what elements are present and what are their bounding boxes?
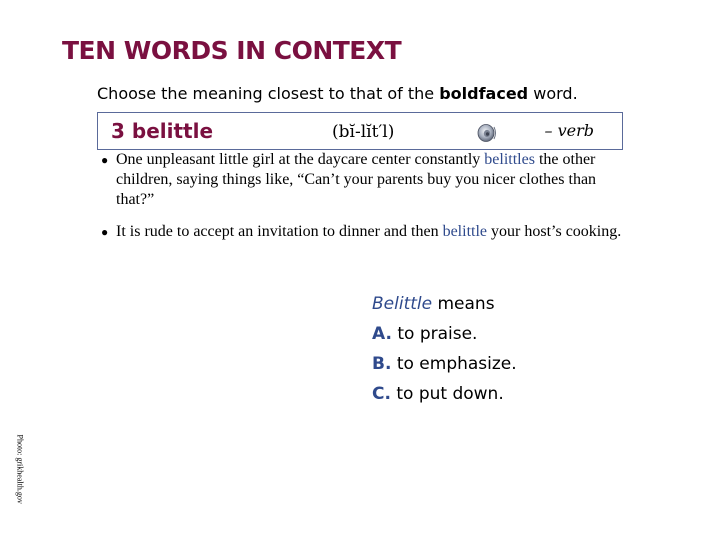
- photo-credit: Photo: grikhealth.gov: [15, 434, 25, 504]
- answer-option-b[interactable]: [372, 349, 517, 379]
- word-heading: [111, 119, 213, 143]
- example-before: One unpleasant little girl at the daycare center constantly: [116, 151, 481, 168]
- option-letter: A.: [372, 324, 392, 344]
- pronunciation: (bĭ-lĭt′l): [332, 122, 395, 142]
- instruction-bold: boldfaced: [439, 84, 529, 103]
- option-text: to put down.: [396, 384, 504, 404]
- instruction-before: Choose the meaning closest to that of the: [97, 84, 435, 103]
- word-number: 3: [111, 119, 125, 143]
- quiz-prompt: [372, 289, 517, 319]
- example-list: [100, 150, 630, 254]
- example-highlight: belittle: [442, 223, 488, 240]
- example-before: It is rude to accept an invitation to dinner and then: [116, 223, 439, 240]
- bullet-icon: ●: [101, 153, 109, 167]
- answer-option-a[interactable]: [372, 319, 517, 349]
- page-title: TEN WORDS IN CONTEXT: [62, 36, 402, 65]
- example-highlight: belittles: [484, 151, 535, 168]
- option-text: to praise.: [397, 324, 478, 344]
- list-item: [100, 222, 630, 242]
- option-letter: C.: [372, 384, 391, 404]
- quiz-block: [372, 289, 517, 409]
- answer-option-c[interactable]: [372, 379, 517, 409]
- example-after: the other children, saying things like, “Can’t your parents buy you nicer clothes than that?”: [116, 151, 597, 208]
- bullet-icon: ●: [101, 225, 109, 239]
- speaker-icon[interactable]: [476, 123, 498, 143]
- example-after: your host’s cooking.: [491, 223, 622, 240]
- part-of-speech: – verb: [544, 121, 594, 140]
- option-text: to emphasize.: [396, 354, 517, 374]
- instruction-after: word.: [533, 84, 578, 103]
- list-item: [100, 150, 630, 210]
- quiz-term: Belittle: [372, 294, 433, 314]
- option-letter: B.: [372, 354, 392, 374]
- vocab-word: belittle: [131, 119, 214, 143]
- word-entry-box: [97, 112, 623, 150]
- instruction-text: [97, 84, 578, 103]
- quiz-means: means: [437, 294, 495, 314]
